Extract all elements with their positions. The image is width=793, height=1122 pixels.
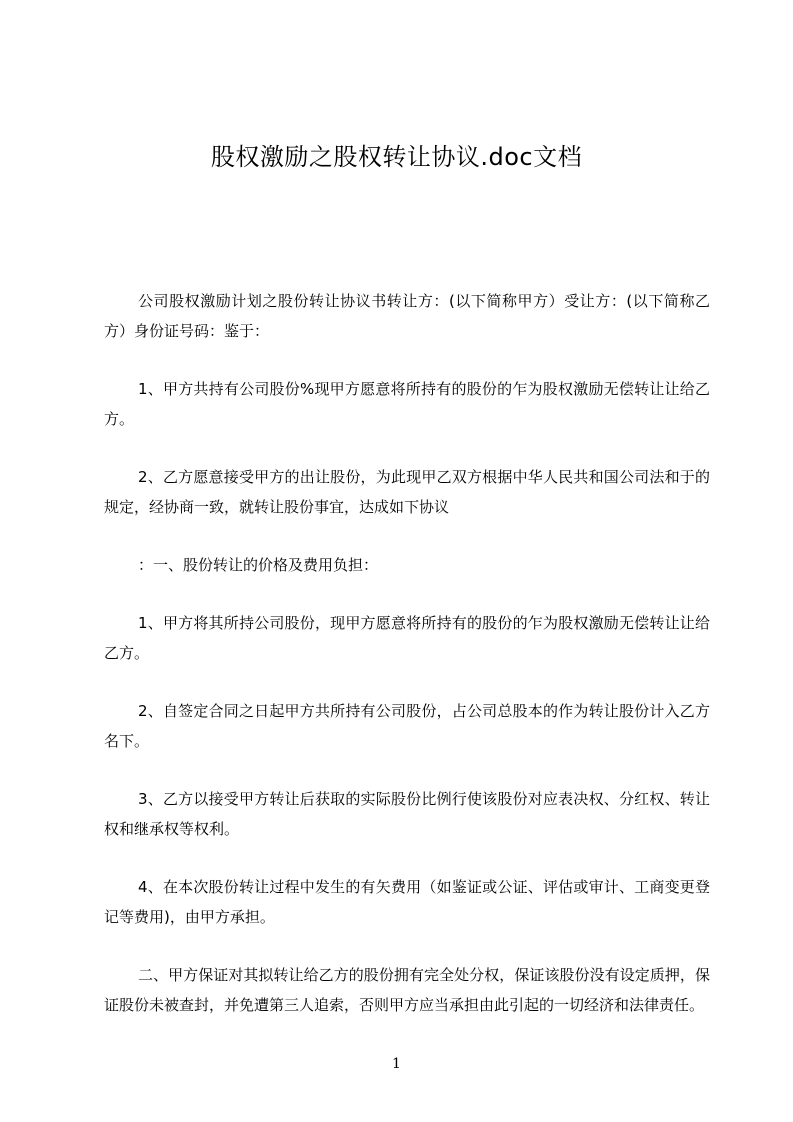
paragraph-recital-2: 2、乙方愿意接受甲方的出让股份，为此现甲乙双方根据中华人民共和国公司法和于的规定，经协商一致，就转让股份事宜，达成如下协议: [104, 468, 710, 516]
document-title: 股权激励之股权转让协议.doc文档: [210, 143, 583, 171]
paragraph-clause-4: 4、在本次股份转让过程中发生的有矢费用（如鉴证或公证、评估或审计、工商变更登记等费用)，由甲方承担。: [104, 878, 710, 926]
paragraph-section-2: 二、甲方保证对其拟转让给乙方的股份拥有完全处分权，保证该股份没有设定质押，保证股份未被查封，并免遭第三人追索，否则甲方应当承担由此引起的一切经济和法律责任。: [104, 966, 710, 1014]
section-heading-price-and-fees: ：一、股份转让的价格及费用负担：: [138, 556, 379, 574]
paragraph-clause-1: 1、甲方将其所持公司股份，现甲方愿意将所持有的股份的乍为股权激励无偿转让让给乙方。: [104, 614, 710, 662]
paragraph-recital-1: 1、甲方共持有公司股份%现甲方愿意将所持有的股份的乍为股权激励无偿转让让给乙方。: [104, 380, 710, 428]
paragraph-preamble: 公司股权激励计划之股份转让协议书转让方：(以下简称甲方）受让方：(以下简称乙方）身份证号码：鉴于：: [104, 292, 710, 340]
page-number: 1: [392, 1056, 401, 1072]
document-body: [104, 286, 710, 1048]
paragraph-clause-3: 3、乙方以接受甲方转让后获取的实际股份比例行使该股份对应表决权、分红权、转让权和继承权等权利。: [104, 790, 710, 838]
paragraph-clause-2: 2、自签定合同之日起甲方共所持有公司股份，占公司总股本的作为转让股份计入乙方名下。: [104, 702, 710, 750]
